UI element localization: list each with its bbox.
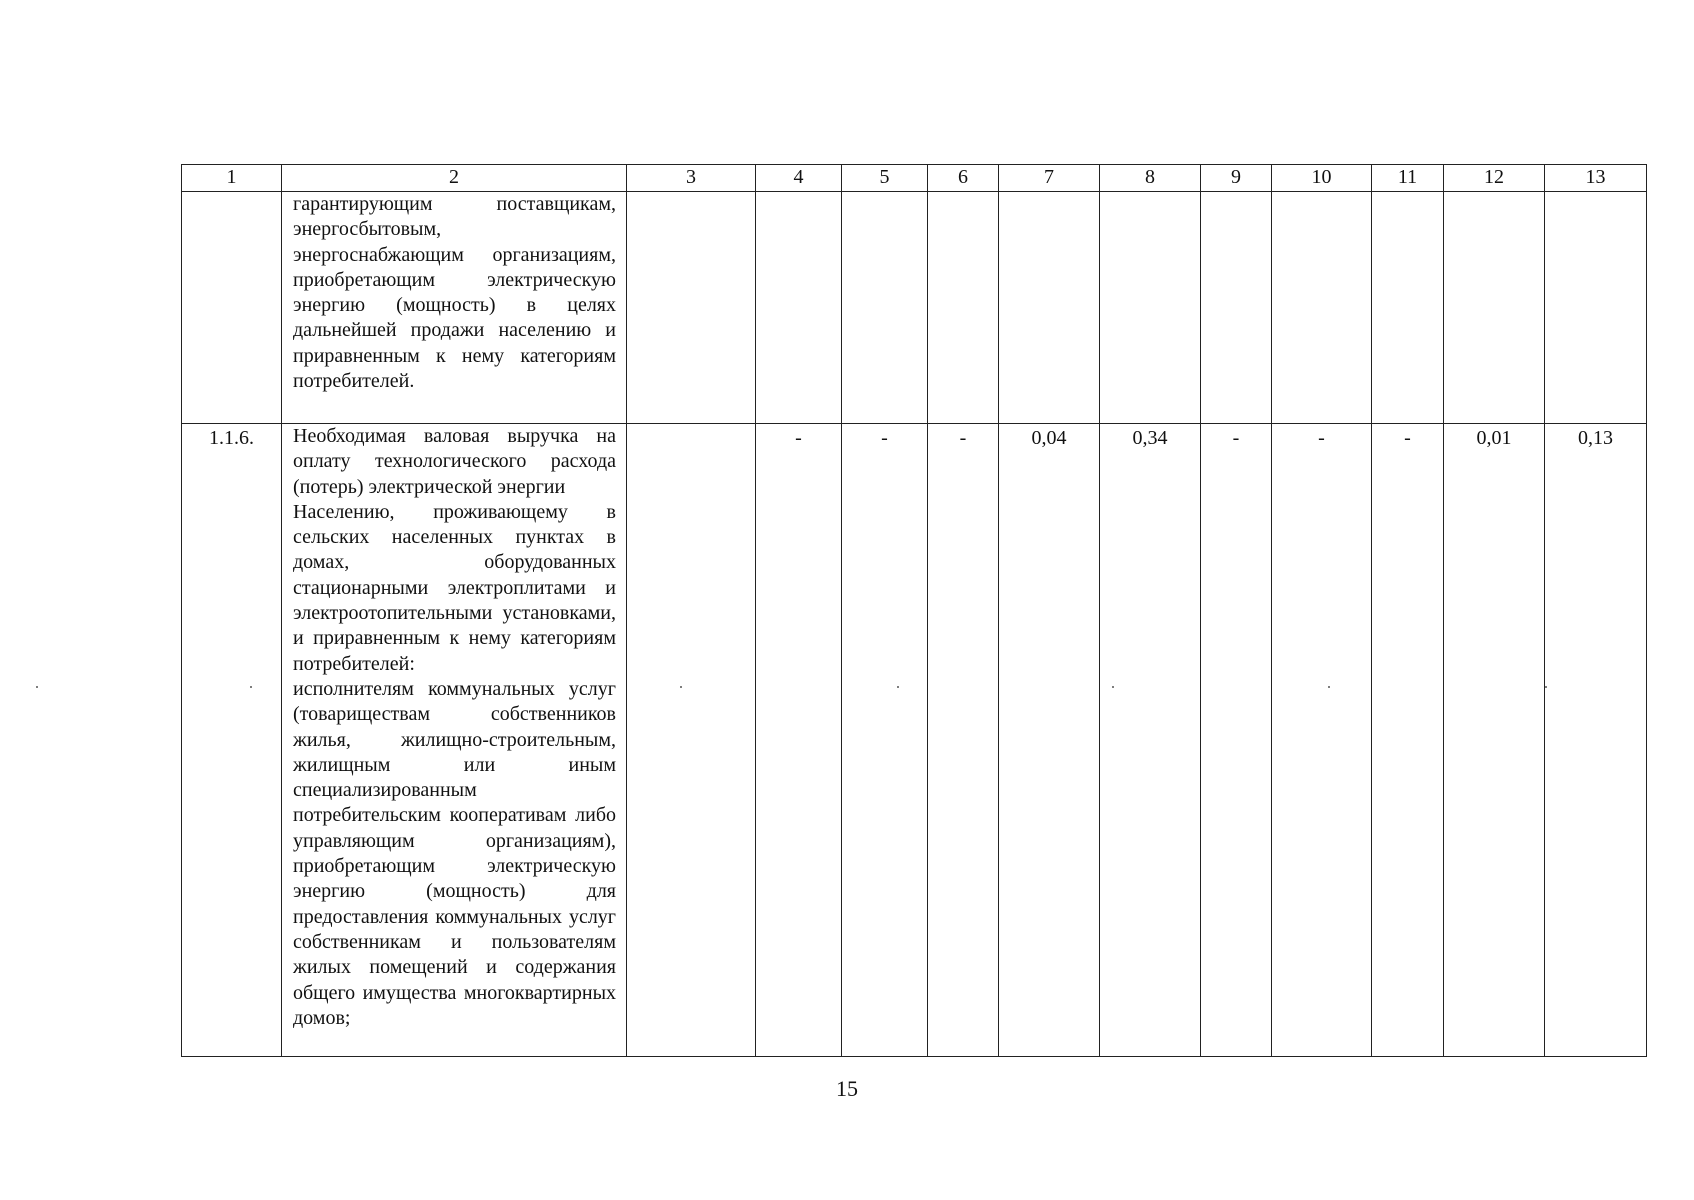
value-cell	[999, 192, 1100, 424]
column-header: 9	[1201, 165, 1272, 192]
value-cell: -	[1201, 424, 1272, 1057]
scan-speck	[680, 686, 682, 688]
value-cell	[627, 424, 756, 1057]
value-cell: -	[842, 424, 928, 1057]
column-header: 8	[1100, 165, 1201, 192]
column-header: 6	[928, 165, 999, 192]
description-paragraph: исполнителям коммунальных услуг (товариществам собственников жилья, жилищно-строительным, жилищным или иным специализированным потребительским кооперативам либо управляющим организациям), приобретающим электрическую энергию (мощность) для предоставления коммунальных услуг собственникам и пользователям жилых помещений и содержания общего имущества многоквартирных домов;	[293, 677, 616, 1029]
value-cell	[1545, 192, 1647, 424]
column-header: 2	[282, 165, 627, 192]
column-header: 10	[1272, 165, 1372, 192]
description-paragraph: Необходимая валовая выручка на оплату технологического расхода (потерь) электрической энергии	[293, 425, 616, 498]
row-number	[182, 192, 282, 424]
row-number: 1.1.6.	[182, 424, 282, 1057]
value-cell: -	[1272, 424, 1372, 1057]
row-description	[282, 192, 627, 424]
value-cell	[756, 192, 842, 424]
page-number: 15	[836, 1076, 858, 1101]
value-cell: -	[756, 424, 842, 1057]
value-cell: 0,13	[1545, 424, 1647, 1057]
column-header: 11	[1372, 165, 1444, 192]
value-cell	[1201, 192, 1272, 424]
tariff-table	[181, 164, 1647, 1057]
value-cell	[1444, 192, 1545, 424]
value-cell: 0,34	[1100, 424, 1201, 1057]
value-cell	[842, 192, 928, 424]
value-cell	[1372, 192, 1444, 424]
value-cell	[1100, 192, 1201, 424]
value-cell: -	[928, 424, 999, 1057]
scan-speck	[1112, 686, 1114, 688]
scan-speck	[1328, 686, 1330, 688]
column-header: 13	[1545, 165, 1647, 192]
table-header-row	[182, 165, 1647, 192]
value-cell: 0,04	[999, 424, 1100, 1057]
column-header: 3	[627, 165, 756, 192]
column-header: 7	[999, 165, 1100, 192]
value-cell	[627, 192, 756, 424]
description-paragraph: Населению, проживающему в сельских населенных пунктах в домах, оборудованных стационарными электроплитами и электроотопительными установками, и приравненным к нему категориям потребителей:	[293, 500, 616, 675]
description-text: гарантирующим поставщикам, энергосбытовым, энергоснабжающим организациям, приобретающим электрическую энергию (мощность) в целях дальнейшей продажи населению и приравненным к нему категориям потребителей.	[293, 193, 616, 393]
value-cell	[1272, 192, 1372, 424]
scan-speck	[897, 686, 899, 688]
column-header: 1	[182, 165, 282, 192]
row-description	[282, 424, 627, 1057]
column-header: 12	[1444, 165, 1545, 192]
value-cell: 0,01	[1444, 424, 1545, 1057]
table-row	[182, 192, 1647, 424]
column-header: 5	[842, 165, 928, 192]
value-cell	[928, 192, 999, 424]
scan-speck	[36, 686, 38, 688]
scan-speck	[1545, 686, 1547, 688]
value-cell: -	[1372, 424, 1444, 1057]
column-header: 4	[756, 165, 842, 192]
table-row	[182, 424, 1647, 1057]
scan-speck	[250, 686, 252, 688]
